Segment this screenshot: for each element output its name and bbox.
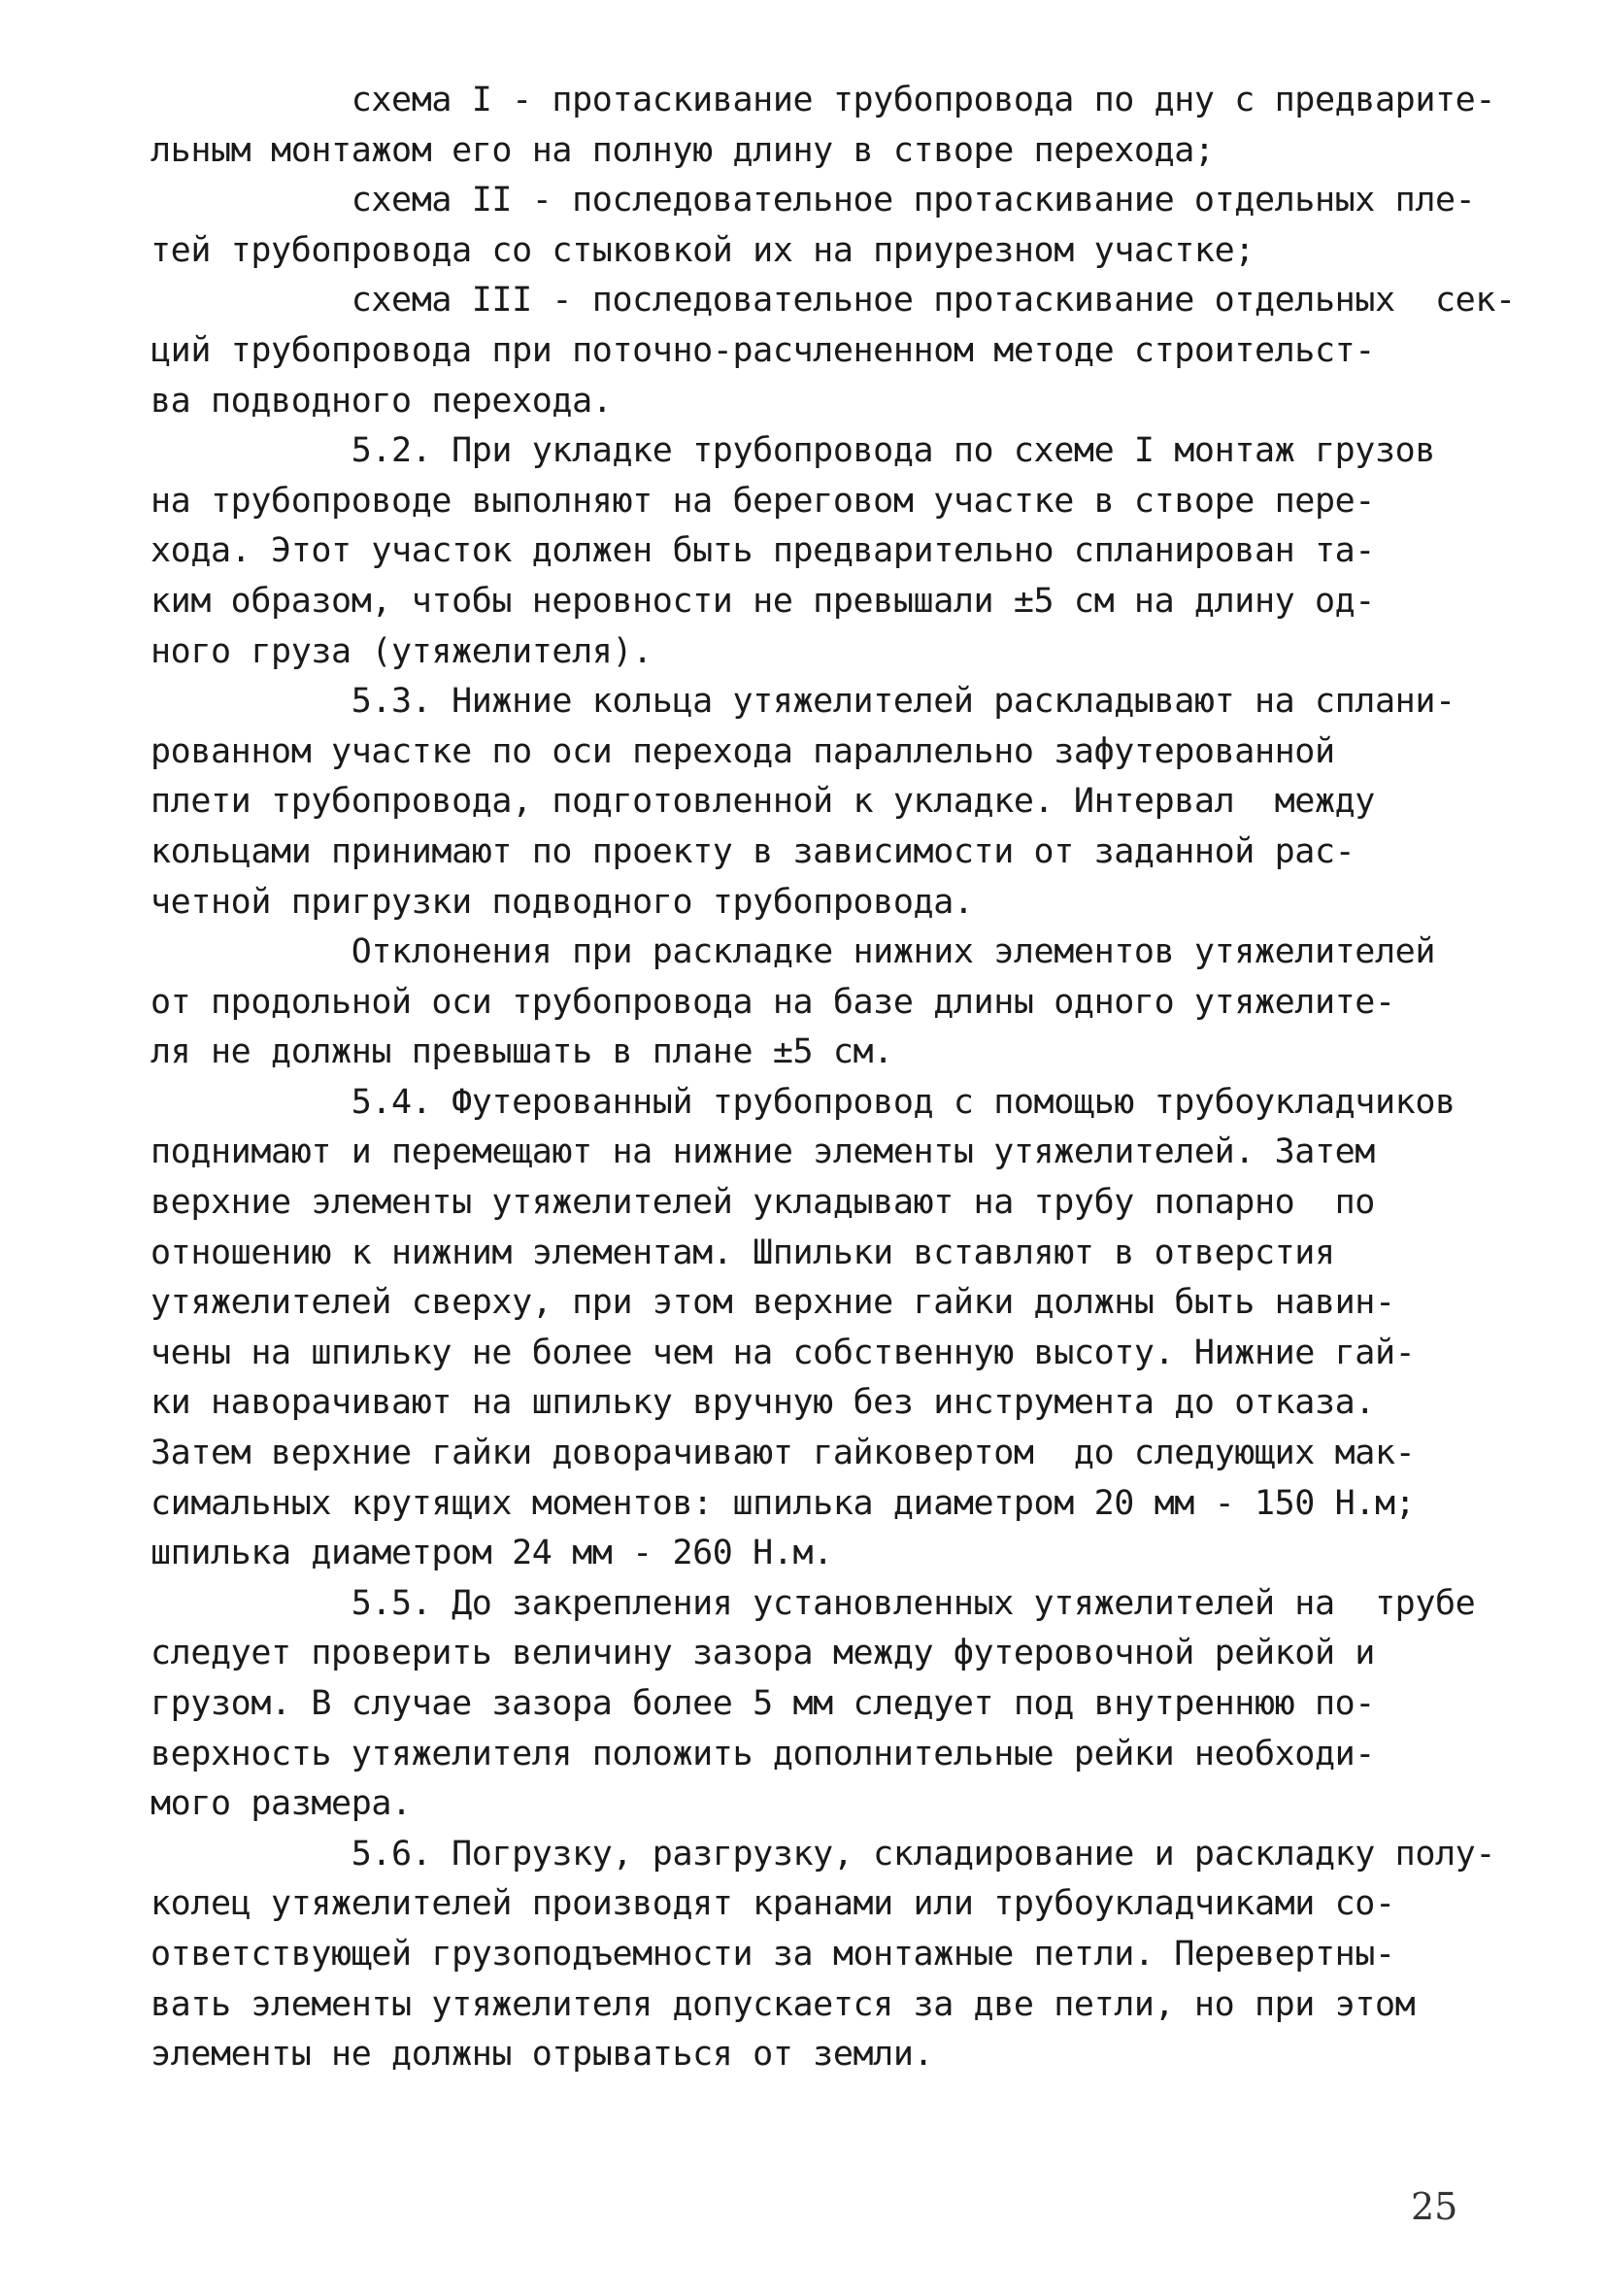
text-line: схема III - последовательное протаскивание отдельных сек- (151, 281, 1516, 321)
text-line: ким образом, чтобы неровности не превышали ±5 см на длину од- (151, 581, 1375, 621)
text-line: Затем верхние гайки доворачивают гайковертом до следующих мак- (151, 1434, 1416, 1473)
text-line: поднимают и перемещают на нижние элементы утяжелителей. Затем (151, 1132, 1375, 1172)
text-line: элементы не должны отрываться от земли. (151, 2035, 934, 2075)
text-line: хода. Этот участок должен быть предварительно спланирован та- (151, 531, 1375, 571)
text-line: на трубопроводе выполняют на береговом участке в створе пере- (151, 481, 1375, 521)
text-line: 5.2. При укладке трубопровода по схеме I монтаж грузов (151, 431, 1435, 471)
text-line: ного груза (утяжелителя). (151, 631, 653, 671)
text-line: верхность утяжелителя положить дополнительные рейки необходи- (151, 1734, 1375, 1773)
page-number: 25 (1411, 2185, 1458, 2228)
text-line: 5.5. До закрепления установленных утяжелителей на трубе (151, 1583, 1476, 1623)
text-line: шпилька диаметром 24 мм - 260 Н.м. (151, 1534, 833, 1573)
text-line: тей трубопровода со стыковкой их на приурезном участке; (151, 230, 1255, 270)
text-line: рованном участке по оси перехода параллельно зафутерованной (151, 731, 1335, 771)
text-line: Отклонения при раскладке нижних элементов утяжелителей (151, 932, 1435, 972)
text-line: 5.4. Футерованный трубопровод с помощью трубоукладчиков (151, 1082, 1456, 1122)
text-line: чены на шпильку не более чем на собственную высоту. Нижние гай- (151, 1333, 1416, 1372)
text-line: схема II - последовательное протаскивание отдельных пле- (151, 181, 1476, 220)
text-line: от продольной оси трубопровода на базе длины одного утяжелите- (151, 982, 1395, 1022)
text-line: мого размера. (151, 1784, 412, 1824)
text-line: отношению к нижним элементам. Шпильки вставляют в отверстия (151, 1232, 1335, 1272)
text-line: ки наворачивают на шпильку вручную без инструмента до отказа. (151, 1383, 1375, 1423)
text-line: кольцами принимают по проекту в зависимости от заданной рас- (151, 831, 1356, 871)
text-line: четной пригрузки подводного трубопровода. (151, 882, 974, 922)
text-line: утяжелителей сверху, при этом верхние гайки должны быть навин- (151, 1283, 1395, 1323)
text-line: ля не должны превышать в плане ±5 см. (151, 1032, 893, 1072)
text-line: льным монтажом его на полную длину в створе перехода; (151, 130, 1215, 170)
text-line: ва подводного перехода. (151, 381, 613, 421)
text-line: 5.6. Погрузку, разгрузку, складирование и раскладку полу- (151, 1834, 1496, 1874)
text-line: 5.3. Нижние кольца утяжелителей раскладывают на сплани- (151, 682, 1456, 722)
text-line: ответствующей грузоподъемности за монтажные петли. Перевертны- (151, 1934, 1395, 1974)
text-line: плети трубопровода, подготовленной к укладке. Интервал между (151, 782, 1375, 822)
text-line: грузом. В случае зазора более 5 мм следует под внутреннюю по- (151, 1684, 1375, 1723)
text-line: симальных крутящих моментов: шпилька диаметром 20 мм - 150 Н.м; (151, 1483, 1416, 1523)
text-line: схема I - протаскивание трубопровода по дну с предварите- (151, 81, 1496, 119)
text-line: следует проверить величину зазора между футеровочной рейкой и (151, 1634, 1375, 1673)
body-text (151, 76, 1516, 2080)
text-line: ций трубопровода при поточно-расчлененном методе строительст- (151, 330, 1375, 370)
text-line: вать элементы утяжелителя допускается за две петли, но при этом (151, 1984, 1416, 2024)
text-line: колец утяжелителей производят кранами или трубоукладчиками со- (151, 1884, 1395, 1924)
text-line: верхние элементы утяжелителей укладывают на трубу попарно по (151, 1183, 1375, 1223)
